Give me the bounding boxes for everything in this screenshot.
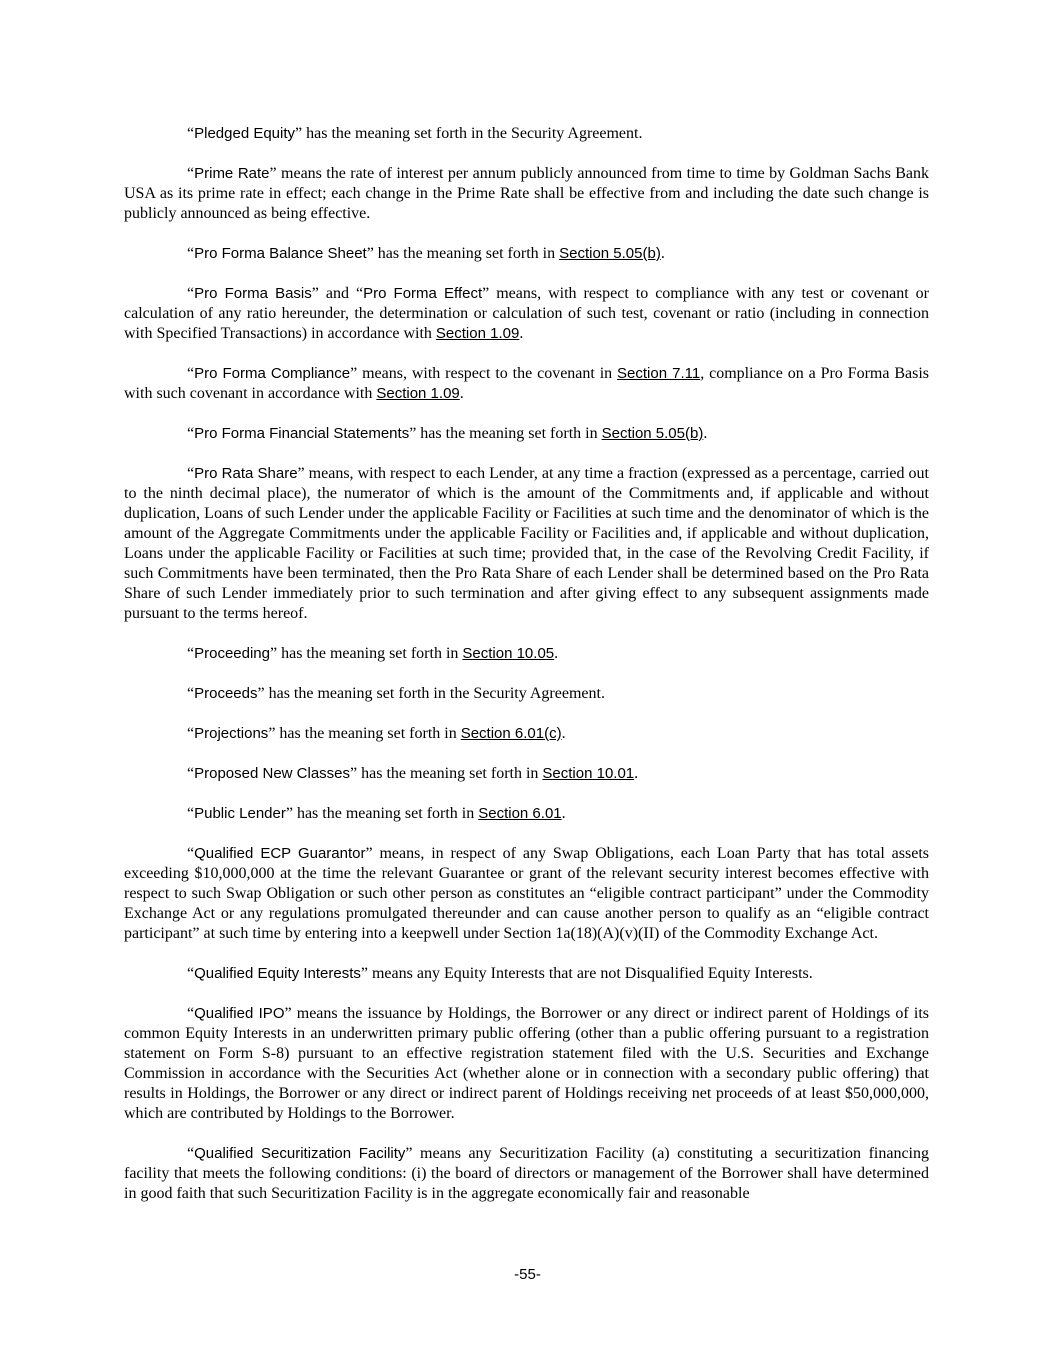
defined-term: Proceeding bbox=[194, 645, 270, 662]
definition-text: . bbox=[561, 725, 566, 742]
definition-text: . bbox=[459, 385, 464, 402]
definition-text: “ bbox=[187, 1145, 195, 1162]
definition-text: ” means any Securitization Facility (a) constituting a securitization financing facility that meets the following conditions: (i) the board of directors or management of the Borrower shall have determined in good faith that such Securitization Facility is in the aggregate economically fair and reasonable bbox=[124, 1145, 929, 1202]
definition-text: ” means, in respect of any Swap Obligations, each Loan Party that has total assets exceeding $10,000,000 at the time the relevant Guarantee or grant of the relevant security interest becomes effective with respect to such Swap Obligation or such other person as constitutes an “eligible contract participant” under the Commodity Exchange Act or any regulations promulgated thereunder and can cause another person to qualify as an “eligible contract participant” at such time by entering into a keepwell under Section 1a(18)(A)(v)(II) of the Commodity Exchange Act. bbox=[124, 845, 929, 942]
section-reference-link[interactable]: Section 7.11 bbox=[617, 365, 701, 382]
definition-text: ” has the meaning set forth in bbox=[285, 805, 479, 822]
definition-paragraph bbox=[124, 464, 929, 624]
definition-text: ” means any Equity Interests that are not Disqualified Equity Interests. bbox=[360, 965, 813, 982]
definition-text: . bbox=[703, 425, 708, 442]
defined-term: Qualified Securitization Facility bbox=[194, 1145, 406, 1162]
definition-paragraph bbox=[124, 724, 929, 744]
definition-text: “ bbox=[187, 965, 195, 982]
definition-text: ” has the meaning set forth in the Security Agreement. bbox=[257, 685, 605, 702]
defined-term: Pro Forma Basis bbox=[194, 285, 312, 302]
definition-text: “ bbox=[187, 285, 195, 302]
definition-paragraph bbox=[124, 804, 929, 824]
definition-text: “ bbox=[187, 245, 195, 262]
definition-text: ” means, with respect to the covenant in bbox=[350, 365, 618, 382]
defined-term: Qualified IPO bbox=[194, 1005, 285, 1022]
defined-term: Qualified ECP Guarantor bbox=[194, 845, 366, 862]
definition-text: “ bbox=[187, 425, 195, 442]
definition-text: ” has the meaning set forth in bbox=[350, 765, 543, 782]
defined-term: Pro Forma Balance Sheet bbox=[194, 245, 367, 262]
defined-term: Pro Forma Financial Statements bbox=[194, 425, 410, 442]
definition-text: “ bbox=[187, 125, 195, 142]
page-number: -55- bbox=[514, 1266, 541, 1283]
definition-text: . bbox=[519, 325, 524, 342]
definition-text: . bbox=[554, 645, 559, 662]
definition-text: ” means the rate of interest per annum publicly announced from time to time by Goldman Sachs Bank USA as its prime rate in effect; each change in the Prime Rate shall be effective from and including the date such change is publicly announced as being effective. bbox=[124, 165, 929, 222]
definition-paragraph bbox=[124, 1004, 929, 1124]
definition-text: ” has the meaning set forth in bbox=[366, 245, 560, 262]
definition-paragraph bbox=[124, 644, 929, 664]
definition-paragraph bbox=[124, 684, 929, 704]
definitions-list bbox=[124, 124, 929, 1204]
section-reference-link[interactable]: Section 1.09 bbox=[435, 325, 520, 342]
section-reference-link[interactable]: Section 6.01(c) bbox=[460, 725, 562, 742]
defined-term: Proceeds bbox=[194, 685, 258, 702]
definition-paragraph bbox=[124, 124, 929, 144]
definition-paragraph bbox=[124, 964, 929, 984]
definition-paragraph bbox=[124, 284, 929, 344]
defined-term: Pro Rata Share bbox=[194, 465, 298, 482]
definition-paragraph bbox=[124, 364, 929, 404]
defined-term: Pledged Equity bbox=[194, 125, 296, 142]
section-reference-link[interactable]: Section 5.05(b) bbox=[601, 425, 704, 442]
definition-paragraph bbox=[124, 844, 929, 944]
definition-text: ” means, with respect to compliance with any test or covenant or calculation of any ratio hereunder, the determination or calculation of such test, covenant or ratio (including in connection with Specified Transactions) in accordance with bbox=[124, 285, 930, 342]
defined-term: Pro Forma Compliance bbox=[194, 365, 351, 382]
defined-term: Projections bbox=[194, 725, 269, 742]
definition-paragraph bbox=[124, 244, 929, 264]
defined-term: Pro Forma Effect bbox=[363, 285, 483, 302]
definition-paragraph bbox=[124, 164, 929, 224]
definition-text: ” means, with respect to each Lender, at any time a fraction (expressed as a percentage, carried out to the ninth decimal place), the numerator of which is the amount of the Commitments and, if applicable and without duplication, Loans of such Lender under the applicable Facility or Facilities at such time and the denominator of which is the amount of the Aggregate Commitments under the applicable Facility or Facilities and, if applicable and without duplication, Loans under the applicable Facility or Facilities at such time; provided that, in the case of the Revolving Credit Facility, if such Commitments have been terminated, then the Pro Rata Share of each Lender shall be determined based on the Pro Rata Share of such Lender immediately prior to such termination and after giving effect to any subsequent assignments made pursuant to the terms hereof. bbox=[124, 465, 929, 622]
definition-text: “ bbox=[187, 645, 195, 662]
definition-text: ” has the meaning set forth in the Security Agreement. bbox=[295, 125, 643, 142]
definition-text: “ bbox=[187, 165, 195, 182]
section-reference-link[interactable]: Section 6.01 bbox=[478, 805, 562, 822]
definition-text: “ bbox=[187, 365, 195, 382]
definition-text: ” has the meaning set forth in bbox=[268, 725, 461, 742]
definition-text: “ bbox=[187, 845, 195, 862]
definition-text: “ bbox=[187, 805, 195, 822]
section-reference-link[interactable]: Section 1.09 bbox=[376, 385, 460, 402]
definition-text: , compliance on a Pro Forma Basis with such covenant in accordance with bbox=[124, 365, 930, 402]
definition-paragraph bbox=[124, 1144, 929, 1204]
defined-term: Prime Rate bbox=[194, 165, 270, 182]
definition-text: . bbox=[660, 245, 665, 262]
definition-text: “ bbox=[187, 685, 195, 702]
definition-text: ” means the issuance by Holdings, the Borrower or any direct or indirect parent of Holdings of its common Equity Interests in an underwritten primary public offering (other than a public offering pursuant to a registration statement on Form S-8) pursuant to an effective registration statement filed with the U.S. Securities and Exchange Commission in accordance with the Securities Act (whether alone or in connection with a secondary public offering) that results in Holdings, the Borrower or any direct or indirect parent of Holdings receiving net proceeds of at least $50,000,000, which are contributed by Holdings to the Borrower. bbox=[124, 1005, 929, 1122]
defined-term: Proposed New Classes bbox=[194, 765, 351, 782]
definition-paragraph bbox=[124, 424, 929, 444]
definition-paragraph bbox=[124, 764, 929, 784]
definition-text: . bbox=[561, 805, 566, 822]
defined-term: Qualified Equity Interests bbox=[194, 965, 361, 982]
section-reference-link[interactable]: Section 10.05 bbox=[462, 645, 555, 662]
definition-text: “ bbox=[187, 765, 195, 782]
defined-term: Public Lender bbox=[194, 805, 286, 822]
section-reference-link[interactable]: Section 10.01 bbox=[542, 765, 635, 782]
definition-text: . bbox=[634, 765, 639, 782]
definition-text: “ bbox=[187, 725, 195, 742]
definition-text: ” and “ bbox=[311, 285, 364, 302]
section-reference-link[interactable]: Section 5.05(b) bbox=[559, 245, 661, 262]
definition-text: ” has the meaning set forth in bbox=[409, 425, 602, 442]
definition-text: “ bbox=[187, 1005, 195, 1022]
definition-text: ” has the meaning set forth in bbox=[270, 645, 463, 662]
definition-text: “ bbox=[187, 465, 195, 482]
